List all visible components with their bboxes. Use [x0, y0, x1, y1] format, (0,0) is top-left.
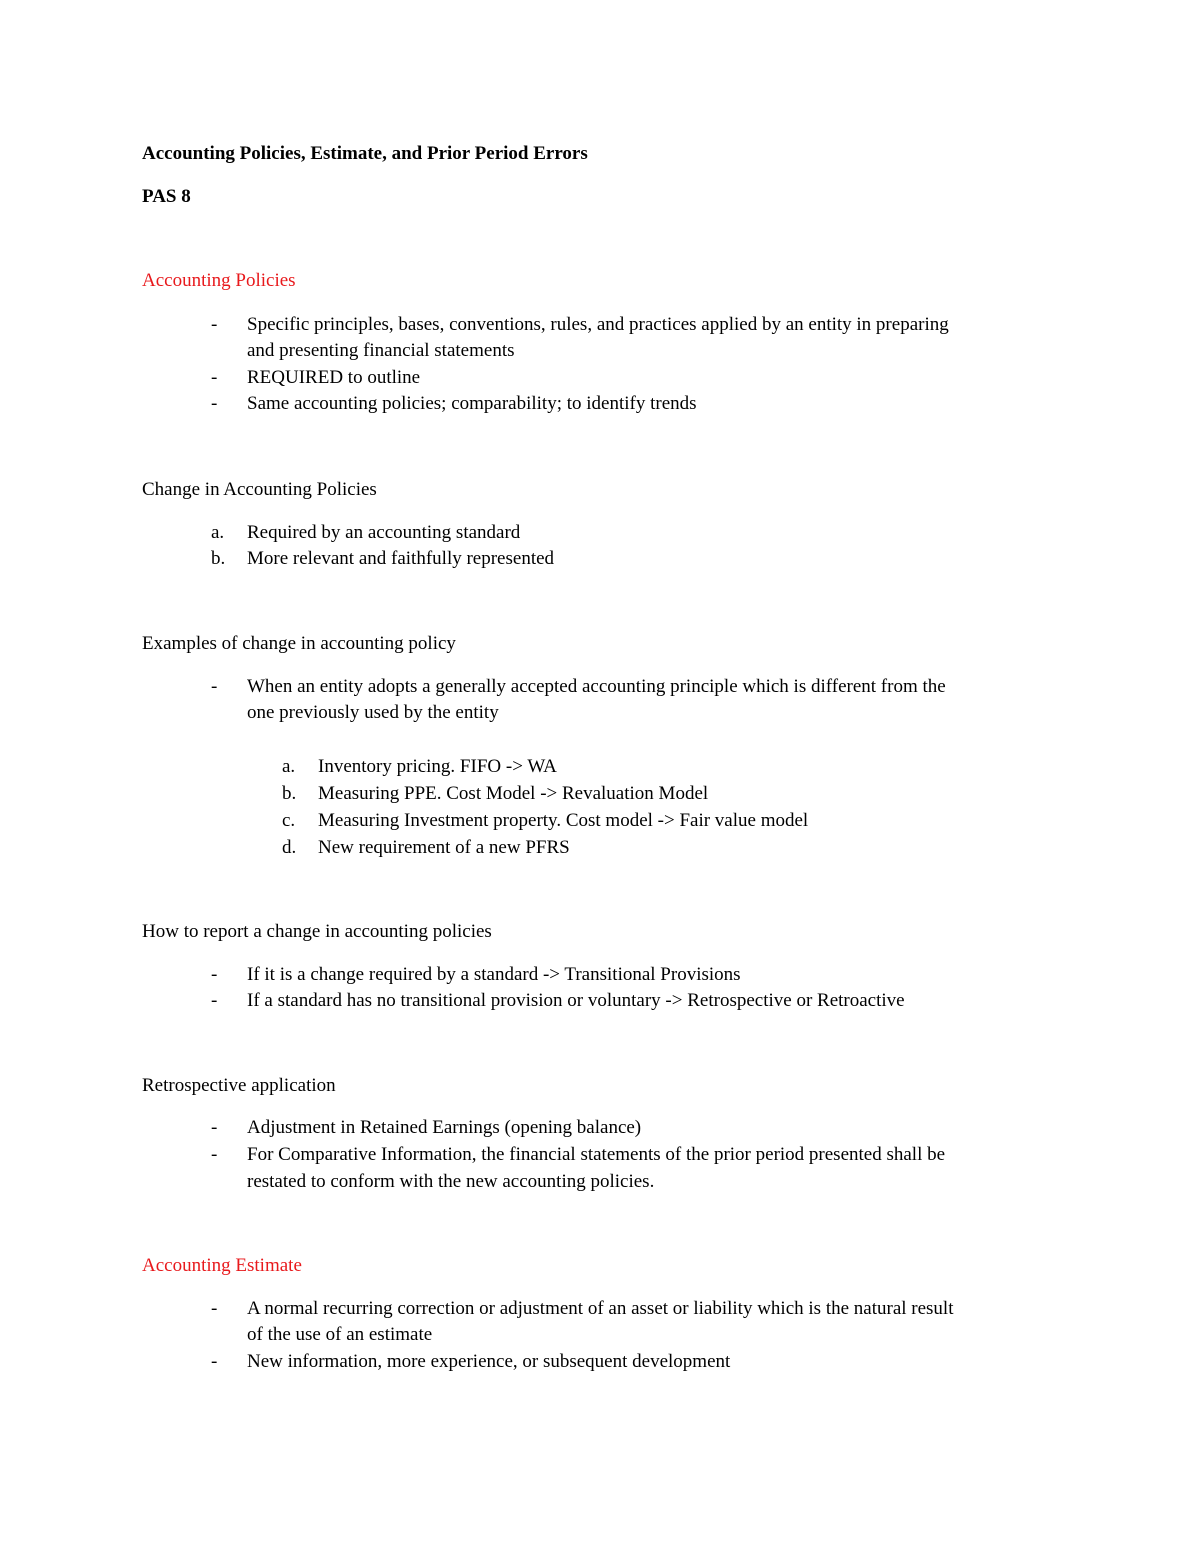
- sublist-item-text: Inventory pricing. FIFO -> WA: [318, 756, 557, 777]
- sublist-item-text: New requirement of a new PFRS: [318, 837, 570, 858]
- bullet-text: When an entity adopts a generally accepted accounting principle which is different from the: [247, 676, 946, 697]
- heading-retrospective: Retrospective application: [142, 1075, 336, 1096]
- bullet-text-continued: restated to conform with the new accounting policies.: [247, 1171, 655, 1192]
- sublist-marker: d.: [282, 837, 297, 858]
- bullet-text: For Comparative Information, the financial statements of the prior period presented shall be: [247, 1144, 946, 1165]
- bullet-marker: -: [211, 314, 218, 335]
- bullet-marker: -: [211, 1351, 218, 1372]
- list-item-text: Required by an accounting standard: [247, 522, 521, 543]
- document-title: Accounting Policies, Estimate, and Prior Period Errors: [142, 143, 588, 164]
- sublist-marker: b.: [282, 783, 297, 804]
- bullet-text: Adjustment in Retained Earnings (opening balance): [247, 1117, 642, 1138]
- sublist-item-text: Measuring PPE. Cost Model -> Revaluation Model: [318, 783, 709, 804]
- bullet-text: If a standard has no transitional provision or voluntary -> Retrospective or Retroactive: [247, 990, 905, 1011]
- bullet-text: Specific principles, bases, conventions, rules, and practices applied by an entity in preparing: [247, 314, 949, 335]
- standard-label: PAS 8: [142, 186, 191, 207]
- bullet-marker: -: [211, 676, 218, 697]
- bullet-text: REQUIRED to outline: [247, 367, 421, 388]
- bullet-marker: -: [211, 990, 218, 1011]
- heading-accounting-policies: Accounting Policies: [142, 270, 296, 291]
- bullet-text-continued: and presenting financial statements: [247, 340, 515, 361]
- bullet-text: A normal recurring correction or adjustment of an asset or liability which is the natural result: [247, 1298, 954, 1319]
- bullet-marker: -: [211, 367, 218, 388]
- bullet-text-continued: one previously used by the entity: [247, 702, 499, 723]
- bullet-marker: -: [211, 1144, 218, 1165]
- bullet-text: Same accounting policies; comparability; to identify trends: [247, 393, 697, 414]
- bullet-marker: -: [211, 964, 218, 985]
- heading-how-to-report: How to report a change in accounting policies: [142, 921, 492, 942]
- bullet-marker: -: [211, 1298, 218, 1319]
- bullet-text: New information, more experience, or subsequent development: [247, 1351, 731, 1372]
- list-item-text: More relevant and faithfully represented: [247, 548, 555, 569]
- bullet-text-continued: of the use of an estimate: [247, 1324, 433, 1345]
- sublist-marker: a.: [282, 756, 296, 777]
- sublist-marker: c.: [282, 810, 296, 831]
- heading-examples: Examples of change in accounting policy: [142, 633, 456, 654]
- sublist-item-text: Measuring Investment property. Cost model -> Fair value model: [318, 810, 809, 831]
- bullet-text: If it is a change required by a standard -> Transitional Provisions: [247, 964, 741, 985]
- bullet-marker: -: [211, 1117, 218, 1138]
- bullet-marker: -: [211, 393, 218, 414]
- heading-accounting-estimate: Accounting Estimate: [142, 1255, 302, 1276]
- heading-change-in-policies: Change in Accounting Policies: [142, 479, 377, 500]
- list-marker: a.: [211, 522, 225, 543]
- list-marker: b.: [211, 548, 226, 569]
